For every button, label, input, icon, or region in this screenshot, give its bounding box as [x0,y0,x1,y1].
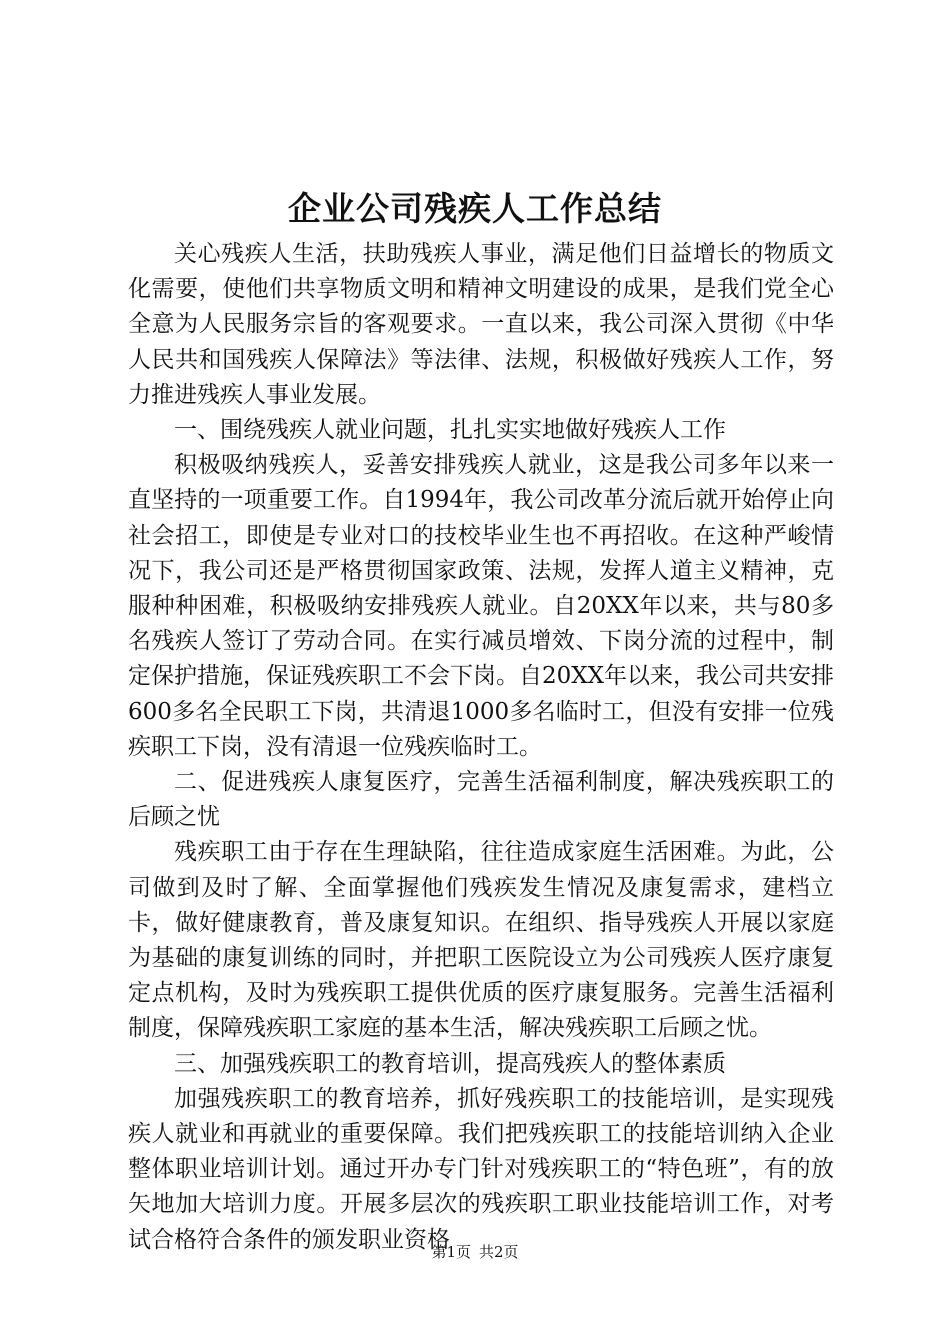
section-heading-1: 一、围绕残疾人就业问题，扎扎实实地做好残疾人工作 [174,417,726,444]
document-title: 企业公司残疾人工作总结 [288,189,662,228]
intro-paragraph: 关心残疾人生活，扶助残疾人事业，满足他们日益增长的物质文化需要，使他们共享物质文明和精神文明建设的成果，是我们党全心全意为人民服务宗旨的客观要求。一直以来，我公司深入贯彻《中华人民共和国残疾人保障法》等法律、法规，积极做好残疾人工作，努力推进残疾人事业发展。 [128,241,834,408]
section-3-paragraph: 加强残疾职工的教育培养，抓好残疾职工的技能培训，是实现残疾人就业和再就业的重要保障。我们把残疾职工的技能培训纳入企业整体职业培训计划。通过开办专门针对残疾职工的“特色班”，有的放矢地加大培训力度。开展多层次的残疾职工职业技能培训工作，对考试合格符合条件的颁发职业资格 [128,1085,834,1253]
page-number-total: 共2页 [479,1243,519,1261]
section-heading-2: 二、促进残疾人康复医疗，完善生活福利制度，解决残疾职工的后顾之忧 [128,769,834,831]
section-heading-3: 三、加强残疾职工的教育培训，提高残疾人的整体素质 [174,1050,726,1077]
page-footer [0,1241,950,1263]
document-body [128,237,834,1258]
section-1-paragraph: 积极吸纳残疾人，妥善安排残疾人就业，这是我公司多年以来一直坚持的一项重要工作。自1994年，我公司改革分流后就开始停止向社会招工，即使是专业对口的技校毕业生也不再招收。在这种严峻情况下，我公司还是严格贯彻国家政策、法规，发挥人道主义精神，克服种种困难，积极吸纳安排残疾人就业。自20XX年以来，共与80多名残疾人签订了劳动合同。在实行减员增效、下岗分流的过程中，制定保护措施，保证残疾职工不会下岗。自20XX年以来，我公司共安排600多名全民职工下岗，共清退1000多名临时工，但没有安排一位残疾职工下岗，没有清退一位残疾临时工。 [128,452,835,760]
page-number-current: 第1页 [431,1243,471,1261]
section-2-paragraph: 残疾职工由于存在生理缺陷，往往造成家庭生活困难。为此，公司做到及时了解、全面掌握他们残疾发生情况及康复需求，建档立卡，做好健康教育，普及康复知识。在组织、指导残疾人开展以家庭为基础的康复训练的同时，并把职工医院设立为公司残疾人医疗康复定点机构，及时为残疾职工提供优质的医疗康复服务。完善生活福利制度，保障残疾职工家庭的基本生活，解决残疾职工后顾之忧。 [128,839,834,1042]
